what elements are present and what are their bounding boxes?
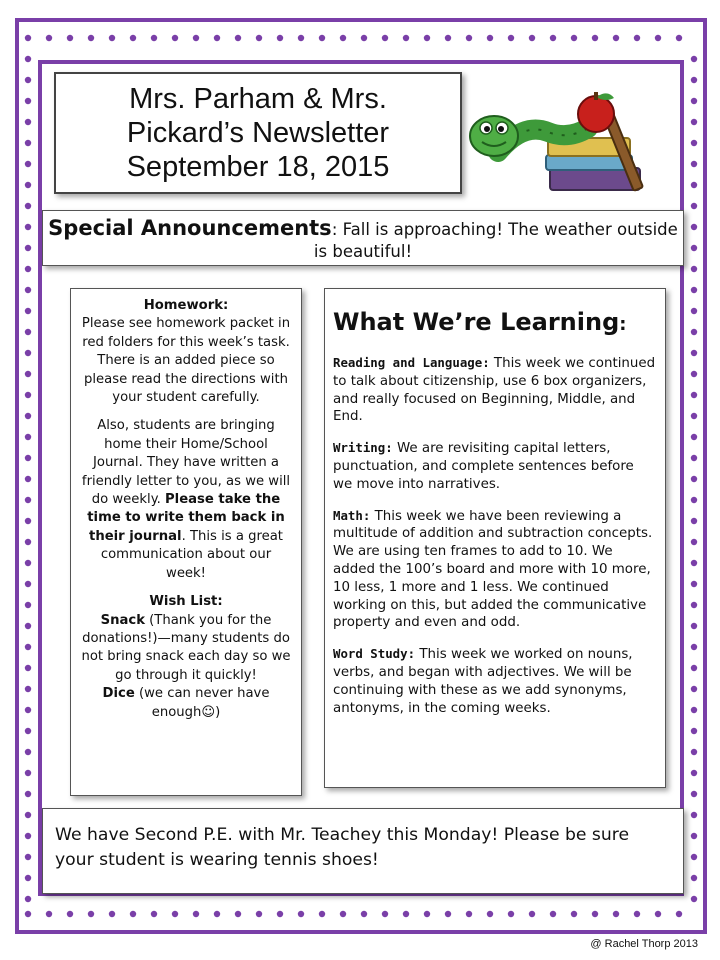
learning-section-reading <box>333 354 657 426</box>
announcements-box <box>42 210 684 266</box>
learning-box <box>324 288 666 788</box>
learning-section-math <box>333 507 657 633</box>
math-label: Math: <box>333 507 371 523</box>
writing-label: Writing: <box>333 440 393 456</box>
wish-list-dice-text: (we can never have enough <box>134 686 270 720</box>
learning-section-word-study <box>333 645 657 717</box>
homework-heading: Homework: <box>143 298 229 313</box>
homework-box <box>70 288 302 796</box>
math-text: This week we have been reviewing a multitude of addition and subtraction concepts. We are using ten frames to add to 10. We added the 100’s board and more with 10 more, 10 less, 1 more and 1 less. We continued working on this, but added the communicative property and even and odd. <box>333 508 653 631</box>
bottom-note-text: We have Second P.E. with Mr. Teachey this Monday! Please be sure your student is wearing tennis shoes! <box>55 825 630 870</box>
title-date: September 18, 2015 <box>126 151 390 183</box>
announcements-text <box>43 217 683 263</box>
homework-text: Please see homework packet in red folders for this week’s task. There is an added piece so please read the directions with your student carefully. <box>81 316 291 406</box>
learning-section-writing <box>333 439 657 493</box>
reading-text: This week we continued to talk about citizenship, use 6 box organizers, and really focused on Beginning, Middle, and End. <box>333 356 656 425</box>
wish-list-snack-label: Snack <box>100 612 145 628</box>
announcements-body: Fall is approaching! The weather outside is beautiful! <box>313 220 678 261</box>
wish-list-heading: Wish List: <box>149 594 223 610</box>
announcements-label: Special Announcements <box>48 216 332 240</box>
wish-list-dice-label: Dice <box>102 686 135 702</box>
journal-end-text: . This is a great communication about our week! <box>100 528 283 581</box>
wish-list-snack-text: (Thank you for the donations!)—many students do not bring snack each day so we go through it quickly! <box>81 612 291 683</box>
title-line-2: Pickard’s Newsletter <box>126 117 390 149</box>
worm-books-apple-icon <box>468 92 668 202</box>
title-line-1: Mrs. Parham & Mrs. <box>129 83 387 115</box>
learning-heading <box>333 307 657 340</box>
journal-text: Also, students are bringing home their Home/School Journal. They have written a friendly letter to you, as we will do weekly. <box>81 418 291 508</box>
word-study-text: This week we worked on nouns, verbs, and began with adjectives. We will be continuing with these as we add synonyms, antonyms, in the coming weeks. <box>333 647 633 716</box>
word-study-label: Word Study: <box>333 646 416 662</box>
writing-text: We are revisiting capital letters, punctuation, and complete sentences before we move into narratives. <box>333 441 634 492</box>
learning-heading-text: What We’re Learning <box>333 308 620 336</box>
title-box <box>54 72 462 194</box>
bottom-note-box <box>42 808 684 894</box>
learning-heading-colon: : <box>619 314 627 335</box>
wish-list-dice-end: ) <box>215 704 221 720</box>
smiley-icon: ☺ <box>201 704 216 720</box>
copyright-credit: @ Rachel Thorp 2013 <box>590 938 698 950</box>
announcements-colon: : <box>331 220 338 240</box>
newsletter-title <box>127 82 390 184</box>
reading-label: Reading and Language: <box>333 355 490 370</box>
journal-bold-text: Please take the time to write them back in their journal <box>87 492 285 544</box>
